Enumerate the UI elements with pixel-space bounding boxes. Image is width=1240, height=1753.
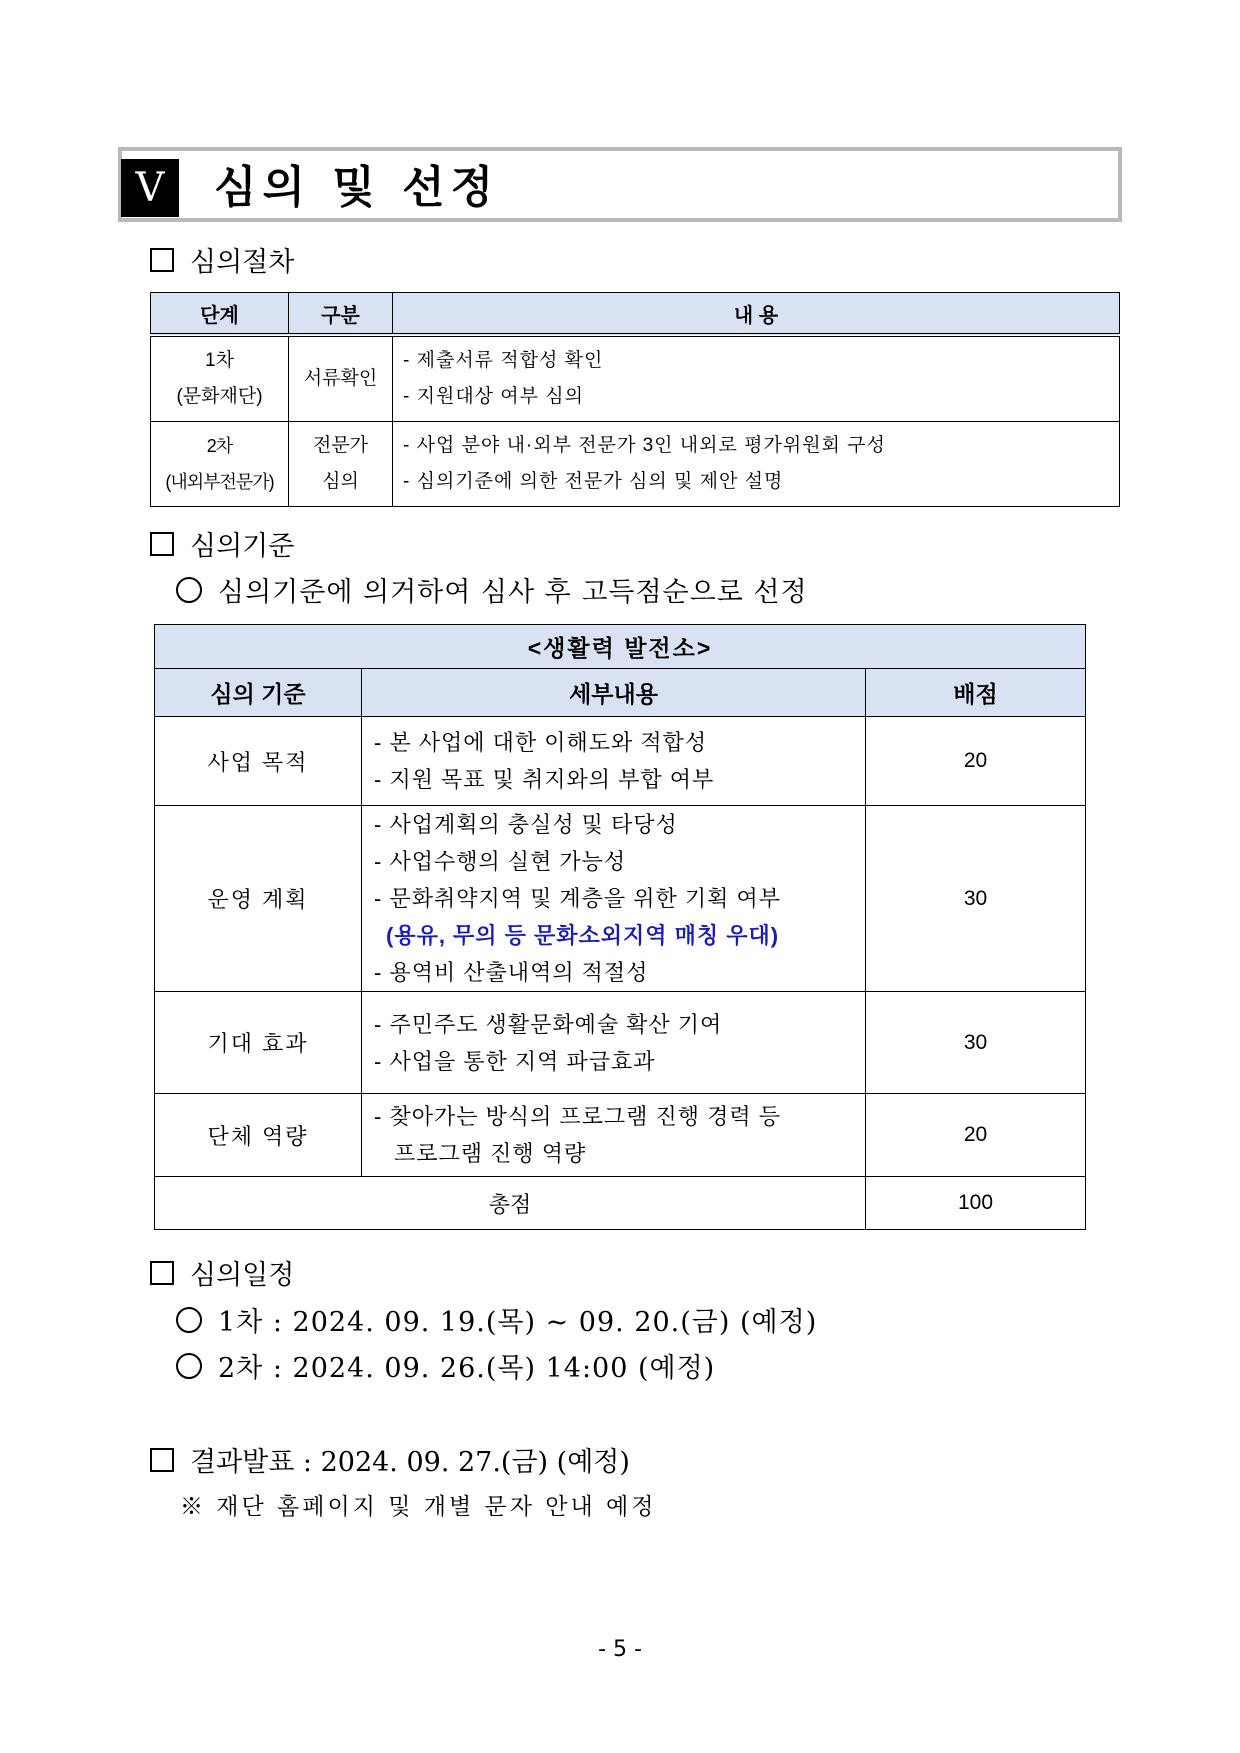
criteria-score: 30 (866, 992, 1086, 1094)
circle-bullet-icon (176, 1353, 202, 1379)
section-numeral: V (121, 159, 179, 217)
criteria-total-row (155, 1177, 1086, 1230)
stage-label: 2차 (206, 436, 233, 456)
square-bullet-icon (150, 532, 174, 556)
circle-bullet-icon (176, 1307, 202, 1333)
detail-line: - 용역비 산출내역의 적절성 (374, 960, 649, 985)
schedule-item-text: 1차 : 2024. 09. 19.(목) ~ 09. 20.(금) (예정) (218, 1307, 818, 1338)
square-bullet-icon (150, 248, 174, 272)
detail-line: 프로그램 진행 역량 (394, 1141, 587, 1166)
schedule-heading (150, 1253, 294, 1292)
detail-line: - 제출서류 적합성 확인 (403, 350, 604, 371)
detail-line: - 지원 목표 및 취지와의 부합 여부 (374, 767, 715, 792)
procedure-header-cell: 구분 (289, 293, 393, 336)
square-bullet-icon (150, 1448, 174, 1472)
criteria-note-text: 심의기준에 의거하여 심사 후 고득점순으로 선정 (218, 577, 808, 608)
criteria-header-cell: 세부내용 (362, 669, 866, 717)
criteria-row (155, 992, 1086, 1094)
schedule-item-text: 2차 : 2024. 09. 26.(목) 14:00 (예정) (218, 1353, 716, 1384)
procedure-header-row (151, 293, 1120, 336)
procedure-header-cell: 단계 (151, 293, 289, 336)
criteria-row (155, 806, 1086, 992)
detail-line: - 지원대상 여부 심의 (403, 386, 584, 407)
square-bullet-icon (150, 1261, 174, 1285)
stage-sublabel: (문화재단) (176, 386, 263, 407)
section-header (118, 147, 1122, 222)
criteria-table (154, 624, 1086, 1230)
criteria-heading-text: 심의기준 (190, 531, 295, 562)
criteria-score: 20 (866, 717, 1086, 806)
criteria-table-caption: <생활력 발전소> (155, 625, 1086, 669)
criteria-header-cell: 배점 (866, 669, 1086, 717)
criteria-score: 20 (866, 1094, 1086, 1177)
result-heading (150, 1440, 630, 1479)
procedure-header-cell: 내 용 (393, 293, 1120, 336)
result-note: ※ 재단 홈페이지 및 개별 문자 안내 예정 (180, 1494, 657, 1520)
criteria-details (362, 717, 866, 806)
details-cell (393, 335, 1120, 422)
details-cell (393, 422, 1120, 507)
detail-line: - 사업을 통한 지역 파급효과 (374, 1048, 656, 1074)
detail-line: - 사업 분야 내·외부 전문가 3인 내외로 평가위원회 구성 (403, 435, 886, 456)
criteria-header-cell: 심의 기준 (155, 669, 362, 717)
detail-line: - 문화취약지역 및 계층을 위한 기획 여부 (374, 886, 782, 911)
procedure-row (151, 422, 1120, 507)
criteria-score: 30 (866, 806, 1086, 992)
category-cell (289, 422, 393, 507)
procedure-heading (150, 240, 294, 279)
procedure-table (150, 292, 1120, 507)
section-title: 심의 및 선정 (214, 162, 500, 213)
category-cell (289, 335, 393, 422)
detail-line: - 본 사업에 대한 이해도와 적합성 (374, 730, 708, 755)
detail-line: - 사업계획의 충실성 및 타당성 (374, 812, 678, 837)
criteria-name: 사업 목적 (155, 717, 362, 806)
stage-sublabel: (내외부전문가) (165, 472, 274, 492)
detail-line: - 심의기준에 의한 전문가 심의 및 제안 설명 (403, 471, 784, 492)
category-label: 전문가 (312, 435, 369, 456)
stage-cell (151, 422, 289, 507)
criteria-heading (150, 524, 294, 563)
criteria-name: 단체 역량 (155, 1094, 362, 1177)
schedule-item (176, 1300, 817, 1339)
category-label: 심의 (322, 471, 359, 492)
procedure-row (151, 335, 1120, 422)
detail-line: - 사업수행의 실현 가능성 (374, 849, 627, 874)
criteria-note (176, 570, 808, 609)
detail-line: - 찾아가는 방식의 프로그램 진행 경력 등 (374, 1104, 782, 1129)
priority-note: (용유, 무의 등 문화소외지역 매칭 우대) (386, 923, 780, 948)
total-label: 총점 (155, 1177, 866, 1230)
criteria-name: 기대 효과 (155, 992, 362, 1094)
criteria-row (155, 717, 1086, 806)
criteria-header-row (155, 669, 1086, 717)
criteria-row (155, 1094, 1086, 1177)
criteria-details (362, 806, 866, 992)
detail-line: - 주민주도 생활문화예술 확산 기여 (374, 1011, 723, 1037)
stage-cell (151, 335, 289, 422)
page-number: - 5 - (598, 1637, 642, 1662)
criteria-details (362, 992, 866, 1094)
procedure-heading-text: 심의절차 (190, 247, 295, 278)
stage-label: 1차 (205, 350, 234, 371)
circle-bullet-icon (176, 577, 202, 603)
total-score: 100 (866, 1177, 1086, 1230)
result-heading-text: 결과발표 : 2024. 09. 27.(금) (예정) (190, 1447, 630, 1478)
criteria-name: 운영 계획 (155, 806, 362, 992)
schedule-heading-text: 심의일정 (190, 1260, 295, 1291)
criteria-caption-row (155, 625, 1086, 669)
criteria-details (362, 1094, 866, 1177)
category-label: 서류확인 (303, 368, 378, 389)
schedule-item (176, 1346, 715, 1385)
